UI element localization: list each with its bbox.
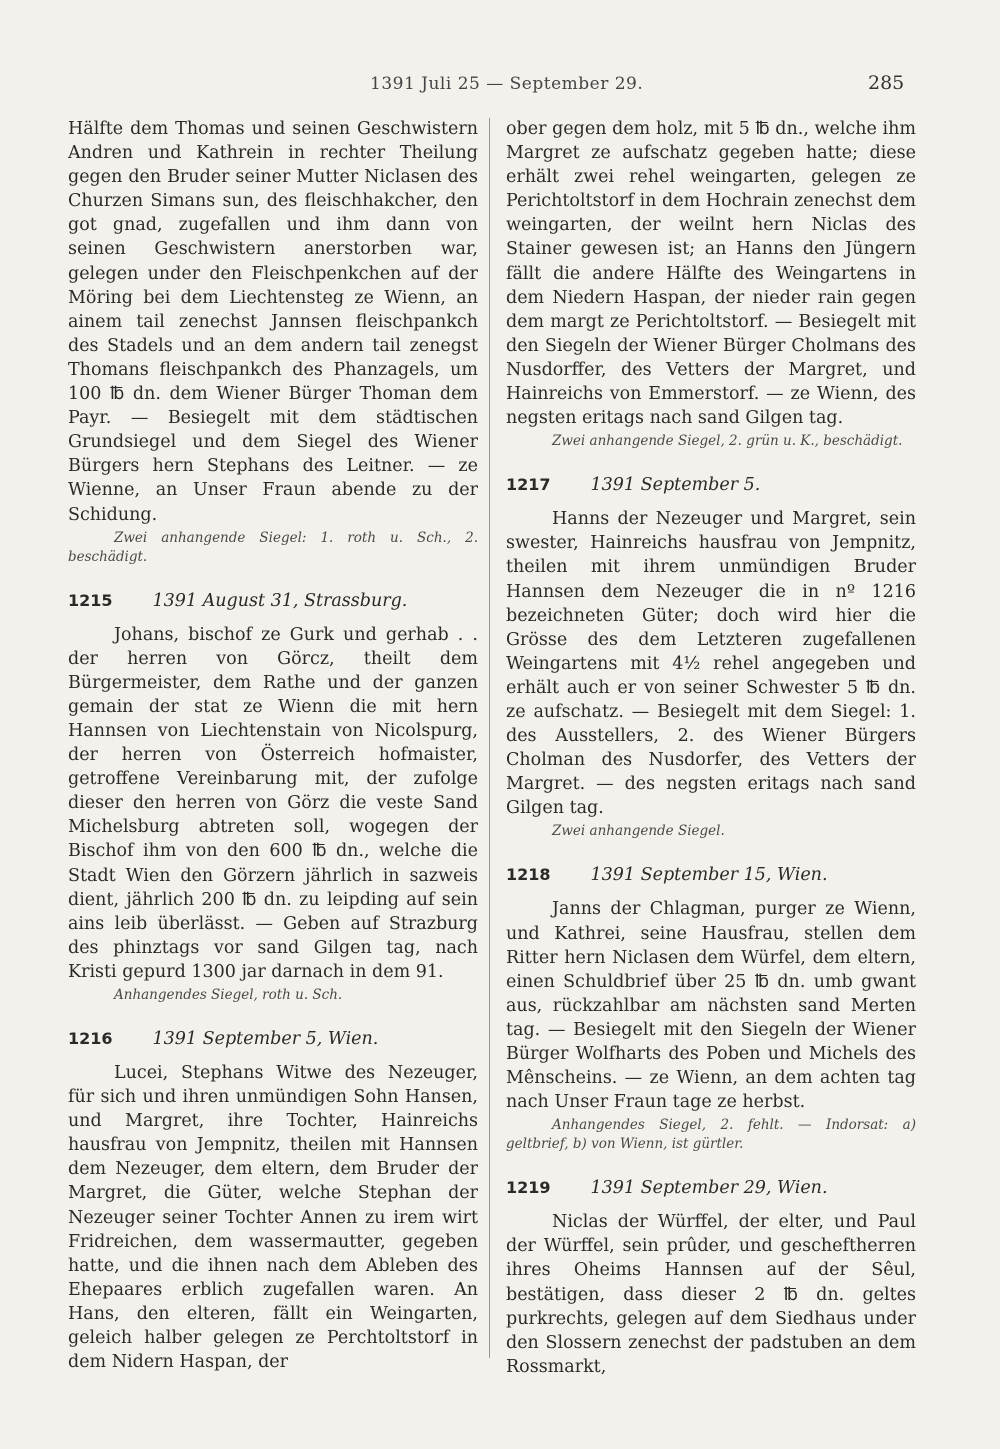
column-divider <box>489 118 490 1358</box>
entry-text: Johans, bischof ze Gurk und gerhab . . der herren von Görcz, theilt dem Bürgermeister, dem Rathe und der ganzen gemain der stat ze Wienn die mit hern Hannsen von Liechtenstain von Nicolspurg, der herren von Österreich hofmaister, getroffene Vereinbarung mit, der zufolge dieser den herren von Görz die veste Sand Michelsburg abtreten soll, wogegen der Bischof ihm von den 600 ℔ dn., welche die Stadt Wien den Görzern jährlich in sazweis dient, jährlich 200 ℔ dn. zu leipding auf sein ains leib überlässt. — Geben auf Strazburg des phinztags vor sand Gilgen tag, nach Kristi gepurd 1300 jar darnach in dem 91. <box>68 624 478 982</box>
entry-date: 1391 September 5, Wien. <box>152 1029 379 1049</box>
entry-number: 1217 <box>506 475 551 495</box>
entry-number: 1215 <box>68 590 113 610</box>
entry-date: 1391 September 29, Wien. <box>590 1178 828 1199</box>
entry-text: Niclas der Würffel, der elter, und Paul der Würffel, sein prûder, und gescheftherren ihres Oheims Hannsen auf der Sêul, bestätigen, dass dieser 2 ℔ dn. geltes purkrechts, gelegen auf dem Siedhaus under den Slossern zenechst der padstuben an dem Rossmarkt, <box>506 1212 916 1377</box>
entry-header <box>506 473 916 497</box>
entry-number: 1218 <box>506 865 551 885</box>
entry-text: Janns der Chlagman, purger ze Wienn, und Kathrei, seine Hausfrau, stellen dem Ritter hern Niclasen dem Würfel, dem eltern, einen Schuldbrief über 25 ℔ dn. umb gwant aus, rückzahlbar am nächsten sand Merten tag. — Besiegelt mit den Siegeln der Wiener Bürger Wolfharts des Poben und Michels des Mênscheins. — ze Wienn, an dem achten tag nach Unser Fraun tage ze herbst. <box>506 899 916 1113</box>
page-number: 285 <box>868 72 905 94</box>
entry-header <box>506 863 916 887</box>
right-column <box>506 117 916 1379</box>
entry-header <box>68 1027 478 1051</box>
entry-text: Hälfte dem Thomas und seinen Geschwistern Andren und Kathrein in rechter Theilung gegen den Bruder seiner Mutter Niclasen des Churzen Simans sun, des fleischhakcher, den got gnad, zugefallen und ihm dann von seinen Geschwistern anerstorben war, gelegen under den Fleischpenkchen auf der Möring bei dem Liechtensteg ze Wienn, an ainem tail zenechst Jannsen fleischpankch des Stadels und an dem andern tail zenegst Thomans fleischpankch des Phanzagels, um 100 ℔ dn. dem Wiener Bürger Thoman dem Payr. — Besiegelt mit dem städtischen Grundsiegel und dem Siegel des Wiener Bürgers hern Stephans des Leitner. — ze Wienne, an Unser Fraun abende zu der Schidung. <box>68 119 478 525</box>
running-head: 1391 Juli 25 — September 29. <box>370 74 644 94</box>
entry-header <box>68 589 478 613</box>
entry-header <box>506 1176 916 1200</box>
entry-text: Hanns der Nezeuger und Margret, sein swester, Hainreichs hausfrau von Jempnitz, theilen mit ihrem unmündigen Bruder Hannsen dem Nezeuger die in nº 1216 bezeichneten Güter; doch wird hier die Grösse des dem Letzteren zugefallenen Weingartens mit 4½ rehel angegeben und erhält auch er von seiner Schwester 5 ℔ dn. ze aufschatz. — Besiegelt mit dem Siegel: 1. des Ausstellers, 2. des Wiener Bürgers Cholman des Nusdorfer, des Vetters der Margret. — des negsten eritags nach sand Gilgen tag. <box>506 509 916 819</box>
entry-note: Zwei anhangende Siegel. <box>552 823 725 840</box>
entry-note: Zwei anhangende Siegel: 1. roth u. Sch., 2. beschädigt. <box>68 529 478 565</box>
entry-date: 1391 September 5. <box>590 475 761 496</box>
entry-number: 1216 <box>68 1029 113 1048</box>
entry-number: 1219 <box>506 1178 551 1198</box>
left-column <box>68 117 478 1374</box>
entry-note: Zwei anhangende Siegel, 2. grün u. K., beschädigt. <box>552 433 903 450</box>
entry-date: 1391 August 31, Strassburg. <box>152 590 408 611</box>
entry-text: ober gegen dem holz, mit 5 ℔ dn., welche ihm Margret ze aufschatz gegeben hatte; diese erhält zwei rehel weingarten, gelegen ze Perichtoltstorf in dem Hochrain zenechst dem weingarten, der weilnt hern Niclas des Stainer gewesen ist; an Hanns den Jüngern fällt die andere Hälfte des Weingartens in dem Niedern Haspan, der nieder rain gegen dem margt ze Perichtoltstorf. — Besiegelt mit den Siegeln der Wiener Bürger Cholmans des Nusdorffer, des Vetters der Margret, und Hainreichs von Emmerstorf. — ze Wienn, des negsten eritags nach sand Gilgen tag. <box>506 119 916 429</box>
entry-date: 1391 September 15, Wien. <box>590 865 828 886</box>
entry-note: Anhangendes Siegel, 2. fehlt. — Indorsat: a) geltbrief, b) von Wienn, ist gürtler. <box>506 1117 916 1153</box>
entry-text: Lucei, Stephans Witwe des Nezeuger, für sich und ihren unmündigen Sohn Hansen, und Margret, ihre Tochter, Hainreichs hausfrau von Jempnitz, theilen mit Hannsen dem Nezeuger, dem eltern, dem Bruder der Margret, die Güter, welche Stephan der Nezeuger seiner Tochter Annen zu irem wirt Fridreichen, dem wassermautter, gegeben hatte, und die ihnen nach dem Ableben des Ehepaares erblich zugefallen waren. An Hans, den elteren, fällt ein Weingarten, geleich halber gelegen ze Perchtoltstorf in dem Nidern Haspan, der <box>68 1063 478 1373</box>
entry-note: Anhangendes Siegel, roth u. Sch. <box>114 987 343 1003</box>
